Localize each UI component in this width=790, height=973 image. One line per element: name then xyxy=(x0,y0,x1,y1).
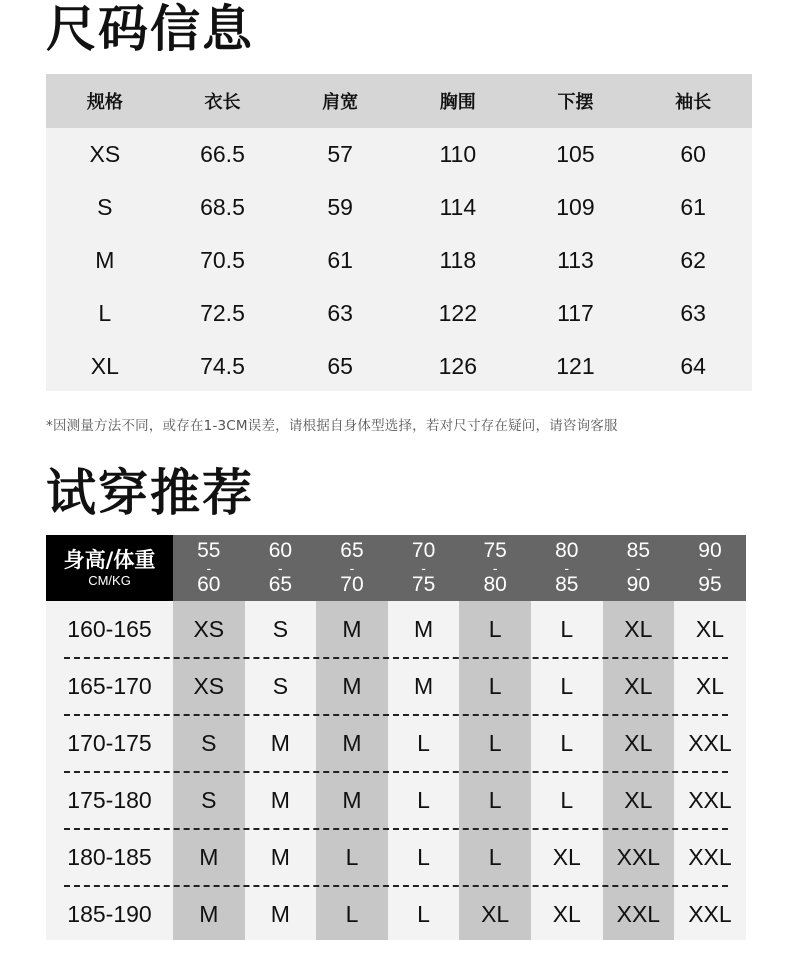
weight-from: 70 xyxy=(411,539,436,562)
table-cell: 118 xyxy=(439,247,477,273)
size-cell: L xyxy=(560,730,574,756)
size-cell: XXL xyxy=(616,901,661,927)
size-cell: XL xyxy=(552,901,581,927)
size-cell: XL xyxy=(624,787,653,813)
size-cell: XS xyxy=(193,616,225,642)
size-cell: L xyxy=(560,787,574,813)
weight-range-header xyxy=(388,535,460,601)
size-cell: S xyxy=(272,616,289,642)
height-range: 165-170 xyxy=(67,673,152,699)
table-cell: 105 xyxy=(556,141,595,167)
weight-to: 75 xyxy=(411,573,436,596)
table-cell: 59 xyxy=(327,194,353,220)
height-weight-corner xyxy=(46,535,173,601)
header-cell: 肩宽 xyxy=(322,92,359,113)
table-cell: 114 xyxy=(439,194,477,220)
size-cell: M xyxy=(270,787,290,813)
table-cell: 61 xyxy=(680,194,706,220)
table-cell: 68.5 xyxy=(200,194,245,220)
size-cell: XXL xyxy=(616,844,661,870)
weight-range-header xyxy=(316,535,388,601)
table-cell: 65 xyxy=(327,353,353,379)
weight-dash: - xyxy=(206,560,212,576)
weight-from: 85 xyxy=(626,539,651,562)
table-cell: 57 xyxy=(327,141,353,167)
weight-from: 75 xyxy=(483,539,507,562)
size-cell: M xyxy=(342,673,362,699)
size-cell: L xyxy=(417,901,430,927)
size-cell: M xyxy=(413,673,434,699)
measurement-note: *因测量方法不同，或存在1-3CM误差，请根据自身体型选择，若对尺寸存在疑问，请咨询客服 xyxy=(46,418,618,434)
table-cell: L xyxy=(98,300,112,326)
table-cell: 122 xyxy=(438,300,477,326)
size-cell: L xyxy=(488,787,502,813)
table-cell: 60 xyxy=(680,141,706,167)
weight-to: 90 xyxy=(626,573,651,596)
table-cell: 66.5 xyxy=(200,141,245,167)
weight-dash: - xyxy=(707,560,713,576)
table-cell: S xyxy=(97,194,113,220)
size-cell: S xyxy=(201,787,217,813)
size-cell: S xyxy=(272,673,289,699)
weight-from: 55 xyxy=(197,539,221,562)
size-cell: L xyxy=(345,901,359,927)
size-cell: M xyxy=(270,844,290,870)
table-cell: 70.5 xyxy=(200,247,245,273)
size-cell: L xyxy=(488,616,502,642)
weight-range-header xyxy=(173,535,245,601)
height-weight-label: 身高/体重 xyxy=(63,548,156,572)
table-row xyxy=(46,128,752,181)
height-range: 170-175 xyxy=(67,730,152,756)
size-cell: XXL xyxy=(688,787,732,813)
weight-to: 60 xyxy=(197,573,221,596)
weight-to: 95 xyxy=(698,573,722,596)
header-cell: 规格 xyxy=(86,92,123,113)
table-cell: 62 xyxy=(680,247,706,273)
size-cell: L xyxy=(345,844,359,870)
table-cell: 126 xyxy=(438,353,477,379)
header-cell: 衣长 xyxy=(204,92,241,113)
size-cell: M xyxy=(270,901,290,927)
height-range: 160-165 xyxy=(67,616,152,642)
fit-recommend-title: 试穿推荐 xyxy=(46,464,254,522)
table-row xyxy=(46,829,746,886)
fit-recommend-table xyxy=(46,535,746,940)
size-cell: M xyxy=(199,844,219,870)
size-cell: XXL xyxy=(688,730,732,756)
size-cell: L xyxy=(417,730,430,756)
table-cell: 109 xyxy=(556,194,595,220)
size-cell: S xyxy=(201,730,217,756)
table-cell: 64 xyxy=(680,353,706,379)
table-row xyxy=(46,340,752,393)
size-cell: M xyxy=(270,730,290,756)
table-cell: XS xyxy=(89,141,121,167)
weight-dash: - xyxy=(492,560,498,576)
size-cell: XL xyxy=(695,673,725,699)
weight-to: 65 xyxy=(268,573,293,596)
header-cell: 袖长 xyxy=(675,92,712,113)
height-range: 180-185 xyxy=(67,844,152,870)
table-cell: 110 xyxy=(439,141,477,167)
table-cell: 63 xyxy=(327,300,353,326)
size-cell: XS xyxy=(193,673,225,699)
size-cell: M xyxy=(342,787,362,813)
table-cell: XL xyxy=(90,353,119,379)
table-row xyxy=(46,181,752,234)
weight-header-row xyxy=(46,535,746,601)
header-cell: 下摆 xyxy=(557,92,594,113)
table-cell: 121 xyxy=(556,353,595,379)
weight-from: 65 xyxy=(340,539,364,562)
weight-from: 80 xyxy=(555,539,579,562)
table-cell: 117 xyxy=(557,300,594,326)
weight-range-header xyxy=(674,535,746,601)
header-cell: 胸围 xyxy=(439,92,476,113)
table-row xyxy=(46,287,752,340)
size-info-title: 尺码信息 xyxy=(46,0,254,58)
size-cell: M xyxy=(413,616,434,642)
weight-dash: - xyxy=(421,560,426,576)
weight-dash: - xyxy=(278,560,283,576)
table-cell: 63 xyxy=(680,300,706,326)
height-range: 175-180 xyxy=(67,787,152,813)
weight-range-header xyxy=(531,535,603,601)
size-cell: XL xyxy=(552,844,581,870)
size-cell: XL xyxy=(695,616,725,642)
size-table-header xyxy=(46,74,752,128)
weight-range-header xyxy=(459,535,531,601)
size-cell: XL xyxy=(481,901,510,927)
table-row xyxy=(46,886,746,943)
size-cell: L xyxy=(488,730,502,756)
weight-dash: - xyxy=(349,560,355,576)
table-cell: 74.5 xyxy=(200,353,245,379)
table-row xyxy=(46,601,746,658)
table-cell: 72.5 xyxy=(200,300,245,326)
weight-from: 90 xyxy=(698,539,722,562)
size-cell: M xyxy=(199,901,219,927)
size-cell: L xyxy=(417,787,430,813)
size-cell: XXL xyxy=(688,844,732,870)
weight-to: 80 xyxy=(483,573,507,596)
size-cell: XL xyxy=(624,730,653,756)
size-table xyxy=(46,74,752,391)
table-cell: 61 xyxy=(327,247,353,273)
size-cell: XXL xyxy=(688,901,732,927)
size-cell: L xyxy=(560,616,574,642)
weight-dash: - xyxy=(636,560,641,576)
weight-dash: - xyxy=(564,560,570,576)
table-cell: M xyxy=(95,247,115,273)
size-cell: L xyxy=(560,673,574,699)
size-cell: L xyxy=(488,673,502,699)
size-cell: L xyxy=(417,844,430,870)
table-row xyxy=(46,772,746,829)
weight-range-header xyxy=(245,535,317,601)
size-cell: XL xyxy=(624,616,653,642)
weight-to: 70 xyxy=(340,573,364,596)
size-cell: L xyxy=(488,844,502,870)
table-row xyxy=(46,234,752,287)
weight-from: 60 xyxy=(268,539,293,562)
table-row xyxy=(46,658,746,715)
table-row xyxy=(46,715,746,772)
weight-to: 85 xyxy=(555,573,579,596)
height-range: 185-190 xyxy=(67,901,152,927)
unit-label: CM/KG xyxy=(88,573,131,588)
size-cell: XL xyxy=(624,673,653,699)
table-cell: 113 xyxy=(557,247,594,273)
weight-range-header xyxy=(603,535,675,601)
size-cell: M xyxy=(342,730,362,756)
size-cell: M xyxy=(342,616,362,642)
